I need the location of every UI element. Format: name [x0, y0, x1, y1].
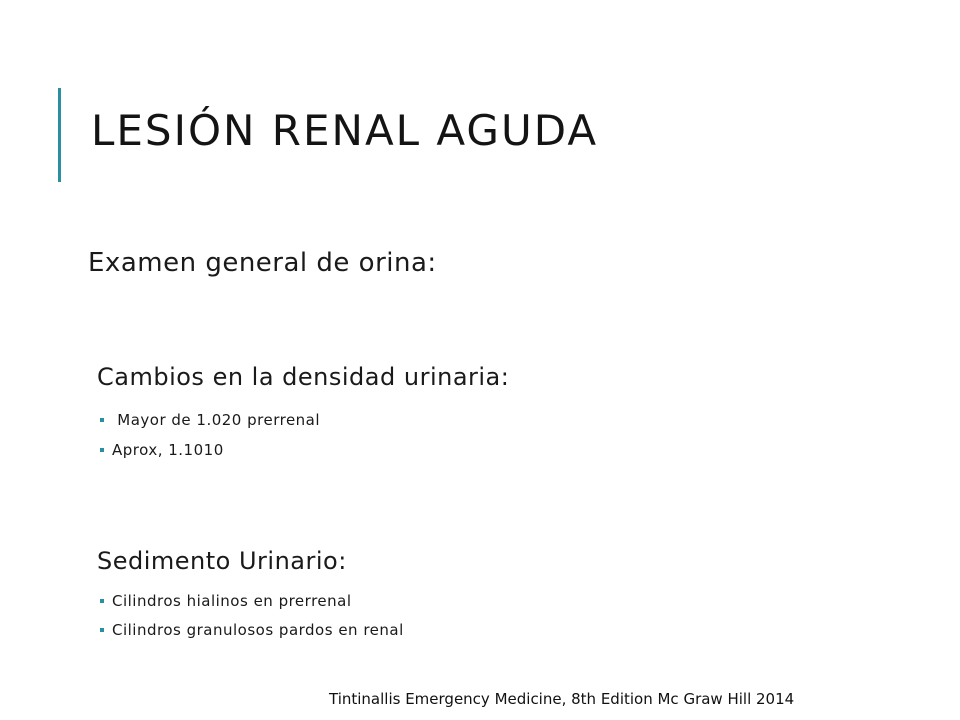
bullet-item — [100, 621, 404, 639]
bullet-item — [100, 411, 320, 429]
section-heading-sediment: Sedimento Urinario: — [97, 547, 347, 575]
bullet-text: Aprox, 1.1010 — [112, 441, 224, 459]
bullet-square-icon — [100, 628, 104, 632]
bullet-square-icon — [100, 418, 104, 422]
section-heading-density: Cambios en la densidad urinaria: — [97, 363, 510, 391]
bullet-square-icon — [100, 599, 104, 603]
bullet-item — [100, 592, 352, 610]
bullet-text: Cilindros hialinos en prerrenal — [112, 592, 352, 610]
bullet-square-icon — [100, 448, 104, 452]
bullet-text: Mayor de 1.020 prerrenal — [112, 411, 321, 429]
bullet-item — [100, 441, 224, 459]
slide-title: LESIÓN RENAL AGUDA — [91, 106, 599, 155]
citation-text: Tintinallis Emergency Medicine, 8th Edition Mc Graw Hill 2014 — [329, 690, 795, 708]
bullet-text: Cilindros granulosos pardos en renal — [112, 621, 404, 639]
title-accent-bar — [58, 88, 61, 182]
slide-subtitle: Examen general de orina: — [88, 248, 437, 278]
